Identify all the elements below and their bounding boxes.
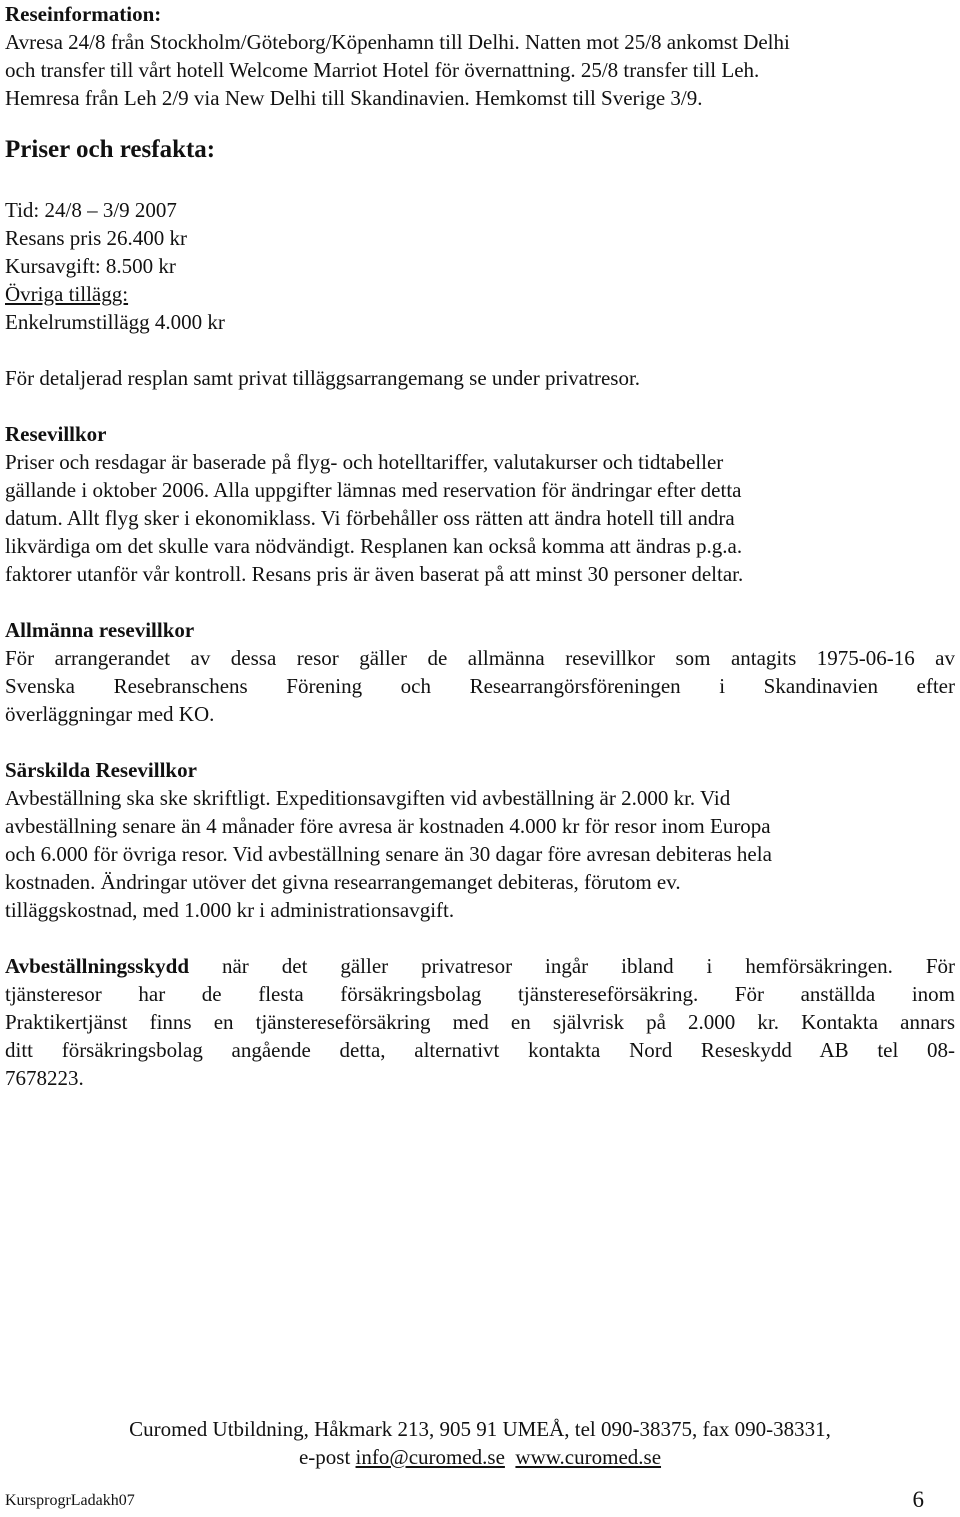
reseinformation-heading: Reseinformation: bbox=[5, 2, 162, 26]
footer-contact bbox=[0, 1443, 960, 1471]
reseinformation-section bbox=[5, 0, 955, 112]
resevillkor-section bbox=[5, 420, 955, 588]
enkelrum-line: Enkelrumstillägg 4.000 kr bbox=[5, 310, 225, 334]
allmanna-line: överläggningar med KO. bbox=[5, 702, 215, 726]
resevillkor-line: Priser och resdagar är baserade på flyg- och hotelltariffer, valutakurser och tidtabeller bbox=[5, 450, 724, 474]
allmanna-heading: Allmänna resevillkor bbox=[5, 618, 195, 642]
footer-email-link[interactable]: info@curomed.se bbox=[355, 1445, 505, 1469]
avbestallningsskydd-line: tjänsteresor har de flesta försäkringsbolag tjänstereseförsäkring. För anställda inom bbox=[5, 982, 955, 1006]
footer-address: Curomed Utbildning, Håkmark 213, 905 91 UMEÅ, tel 090-38375, fax 090-38331, bbox=[129, 1417, 831, 1441]
document-filename: KursprogrLadakh07 bbox=[5, 1492, 135, 1509]
avbestallningsskydd-line: Praktikertjänst finns en tjänstereseförsäkring med en självrisk på 2.000 kr. Kontakta annars bbox=[5, 1010, 955, 1034]
avbestallningsskydd-section bbox=[5, 952, 955, 1092]
sarskilda-line: avbeställning senare än 4 månader före avresa är kostnaden 4.000 kr för resor inom Europa bbox=[5, 814, 771, 838]
resans-pris-line: Resans pris 26.400 kr bbox=[5, 226, 187, 250]
resevillkor-line: faktorer utanför vår kontroll. Resans pris är även baserat på att minst 30 personer deltar. bbox=[5, 562, 744, 586]
sarskilda-line: och 6.000 för övriga resor. Vid avbeställning senare än 30 dagar före avresan debiteras hela bbox=[5, 842, 772, 866]
resevillkor-heading: Resevillkor bbox=[5, 422, 107, 446]
avbestallningsskydd-line: 7678223. bbox=[5, 1066, 84, 1090]
footer-email-label: e-post bbox=[298, 1445, 356, 1469]
page-number: 6 bbox=[912, 1487, 924, 1512]
avbestallningsskydd-line: ditt försäkringsbolag angående detta, alternativt kontakta Nord Reseskydd AB tel 08- bbox=[5, 1038, 955, 1062]
ovriga-tillagg-label: Övriga tillägg: bbox=[5, 282, 129, 306]
resevillkor-line: gällande i oktober 2006. Alla uppgifter lämnas med reservation för ändringar efter detta bbox=[5, 478, 742, 502]
kursavgift-line: Kursavgift: 8.500 kr bbox=[5, 254, 176, 278]
allmanna-section bbox=[5, 616, 955, 728]
resevillkor-line: likvärdiga om det skulle vara nödvändigt. Resplanen kan också komma att ändras p.g.a. bbox=[5, 534, 743, 558]
avbestallningsskydd-term: Avbeställningsskydd bbox=[5, 954, 190, 978]
priser-section bbox=[5, 196, 955, 336]
resevillkor-line: datum. Allt flyg sker i ekonomiklass. Vi förbehåller oss rätten att ändra hotell till andra bbox=[5, 506, 735, 530]
reseinformation-line: och transfer till vårt hotell Welcome Marriot Hotel för övernattning. 25/8 transfer till Leh. bbox=[5, 58, 760, 82]
sarskilda-line: tilläggskostnad, med 1.000 kr i administrationsavgift. bbox=[5, 898, 455, 922]
allmanna-line: För arrangerandet av dessa resor gäller de allmänna resevillkor som antagits 1975-06-16 av bbox=[5, 646, 955, 670]
detaljerad-resplan-text: För detaljerad resplan samt privat tilläggsarrangemang se under privatresor. bbox=[5, 366, 641, 390]
allmanna-line: Svenska Resebranschens Förening och Researrangörsföreningen i Skandinavien efter bbox=[5, 674, 955, 698]
reseinformation-line: Hemresa från Leh 2/9 via New Delhi till Skandinavien. Hemkomst till Sverige 3/9. bbox=[5, 86, 703, 110]
avbestallningsskydd-line bbox=[5, 952, 955, 980]
footer-website-link[interactable]: www.curomed.se bbox=[515, 1445, 662, 1469]
sarskilda-section bbox=[5, 756, 955, 924]
reseinformation-line: Avresa 24/8 från Stockholm/Göteborg/Köpenhamn till Delhi. Natten mot 25/8 ankomst Delhi bbox=[5, 30, 790, 54]
sarskilda-line: Avbeställning ska ske skriftligt. Expeditionsavgiften vid avbeställning är 2.000 kr. Vid bbox=[5, 786, 731, 810]
avbestallningsskydd-line-rest: när det gäller privatresor ingår ibland i hemförsäkringen. För bbox=[189, 954, 955, 978]
sarskilda-line: kostnaden. Ändringar utöver det givna researrangemanget debiteras, förutom ev. bbox=[5, 870, 681, 894]
priser-heading: Priser och resfakta: bbox=[5, 136, 216, 163]
sarskilda-heading: Särskilda Resevillkor bbox=[5, 758, 197, 782]
tid-line: Tid: 24/8 – 3/9 2007 bbox=[5, 198, 177, 222]
